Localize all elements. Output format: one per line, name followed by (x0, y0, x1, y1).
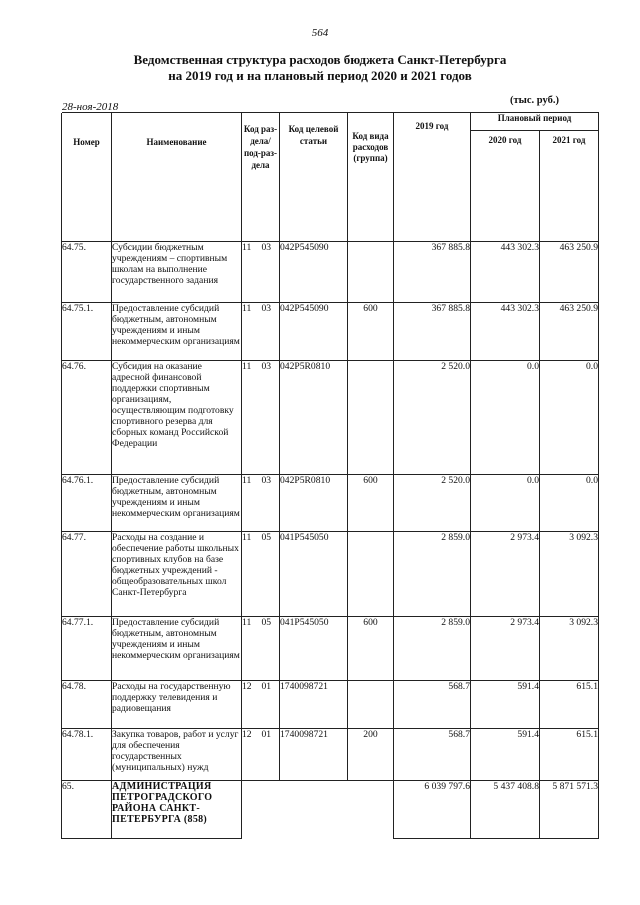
row-target: 042P5R0810 (280, 361, 348, 475)
header-expense-type: Код вида расходов (группа) (348, 113, 394, 242)
row-2020: 0.0 (471, 361, 540, 475)
row-target: 041P545050 (280, 617, 348, 681)
row-section: 11 (242, 532, 254, 617)
row-expense-type (348, 781, 394, 839)
row-number: 64.77. (62, 532, 112, 617)
row-2020: 591.4 (471, 729, 540, 781)
row-expense-type (348, 242, 394, 303)
row-subsection: 03 (254, 361, 280, 475)
row-2020: 443 302.3 (471, 303, 540, 361)
row-target (280, 781, 348, 839)
row-expense-type: 600 (348, 475, 394, 532)
row-name: Субсидия на оказание адресной финансовой поддержки спортивным организациям, осуществляющим подготовку спортивного резерва для сборных команд Российской Федерации (112, 361, 242, 475)
row-2020: 443 302.3 (471, 242, 540, 303)
row-2021: 615.1 (540, 729, 599, 781)
table-row (62, 475, 599, 532)
row-subsection: 01 (254, 729, 280, 781)
row-2019: 2 520.0 (394, 475, 471, 532)
row-expense-type: 600 (348, 617, 394, 681)
row-2021: 463 250.9 (540, 303, 599, 361)
row-number: 64.78. (62, 681, 112, 729)
row-2020: 591.4 (471, 681, 540, 729)
row-2019: 2 859.0 (394, 617, 471, 681)
table-row (62, 242, 599, 303)
row-2019: 568.7 (394, 681, 471, 729)
row-name: АДМИНИСТРАЦИЯ ПЕТРОГРАДСКОГО РАЙОНА САНКТ-ПЕТЕРБУРГА (858) (112, 781, 242, 839)
header-2020: 2020 год (471, 130, 540, 241)
row-target: 042P545090 (280, 303, 348, 361)
row-expense-type: 200 (348, 729, 394, 781)
row-name: Предоставление субсидий бюджетным, автономным учреждениям и иным некоммерческим организациям (112, 475, 242, 532)
document-title (60, 52, 580, 84)
row-number: 64.77.1. (62, 617, 112, 681)
row-2021: 463 250.9 (540, 242, 599, 303)
row-2020: 0.0 (471, 475, 540, 532)
row-subsection: 05 (254, 617, 280, 681)
row-2019: 6 039 797.6 (394, 781, 471, 839)
row-2019: 367 885.8 (394, 242, 471, 303)
header-target-code: Код целевой статьи (280, 113, 348, 242)
row-2019: 367 885.8 (394, 303, 471, 361)
row-number: 64.75.1. (62, 303, 112, 361)
budget-table (61, 112, 599, 839)
row-2019: 2 859.0 (394, 532, 471, 617)
row-2021: 5 871 571.3 (540, 781, 599, 839)
row-2021: 615.1 (540, 681, 599, 729)
row-name: Субсидии бюджетным учреждениям – спортивным школам на выполнение государственного задания (112, 242, 242, 303)
table-row (62, 681, 599, 729)
row-section (242, 781, 254, 839)
header-planned-period: Плановый период (471, 113, 599, 130)
row-section: 11 (242, 242, 254, 303)
row-subsection: 03 (254, 242, 280, 303)
units-label: (тыс. руб.) (510, 95, 559, 106)
row-target: 1740098721 (280, 729, 348, 781)
row-2021: 3 092.3 (540, 532, 599, 617)
row-section: 12 (242, 729, 254, 781)
table-row (62, 361, 599, 475)
row-name: Расходы на создание и обеспечение работы школьных спортивных клубов на базе бюджетных учреждений - общеобразовательных школ Санкт-Петербурга (112, 532, 242, 617)
row-section: 11 (242, 361, 254, 475)
row-2019: 568.7 (394, 729, 471, 781)
row-target: 042P545090 (280, 242, 348, 303)
row-target: 042P5R0810 (280, 475, 348, 532)
table-row (62, 729, 599, 781)
header-number: Номер (62, 113, 112, 242)
header-2019: 2019 год (394, 113, 471, 242)
row-2021: 3 092.3 (540, 617, 599, 681)
row-target: 1740098721 (280, 681, 348, 729)
row-name: Предоставление субсидий бюджетным, автономным учреждениям и иным некоммерческим организациям (112, 617, 242, 681)
row-2019: 2 520.0 (394, 361, 471, 475)
row-section: 11 (242, 617, 254, 681)
table-row (62, 303, 599, 361)
row-expense-type (348, 681, 394, 729)
row-2020: 2 973.4 (471, 617, 540, 681)
row-2021: 0.0 (540, 475, 599, 532)
row-subsection (254, 781, 280, 839)
header-2021: 2021 год (540, 130, 599, 241)
title-line-1: Ведомственная структура расходов бюджета Санкт-Петербурга (133, 52, 507, 67)
row-name: Расходы на государственную поддержку телевидения и радиовещания (112, 681, 242, 729)
table-row (62, 532, 599, 617)
row-number: 64.75. (62, 242, 112, 303)
title-line-2: на 2019 год и на плановый период 2020 и 2021 годов (168, 68, 472, 83)
header-name: Наименование (112, 113, 242, 242)
table-row (62, 617, 599, 681)
header-section-code: Код раз-дела/ под-раз-дела (242, 113, 280, 242)
row-section: 11 (242, 303, 254, 361)
row-2020: 5 437 408.8 (471, 781, 540, 839)
row-expense-type (348, 361, 394, 475)
row-subsection: 03 (254, 303, 280, 361)
row-2021: 0.0 (540, 361, 599, 475)
page-number: 564 (311, 27, 329, 39)
row-number: 64.76.1. (62, 475, 112, 532)
document-date: 28-ноя-2018 (62, 101, 119, 113)
row-name: Предоставление субсидий бюджетным, автономным учреждениям и иным некоммерческим организациям (112, 303, 242, 361)
row-subsection: 03 (254, 475, 280, 532)
row-section: 11 (242, 475, 254, 532)
row-number: 64.78.1. (62, 729, 112, 781)
table-row (62, 781, 599, 839)
row-section: 12 (242, 681, 254, 729)
row-number: 64.76. (62, 361, 112, 475)
row-target: 041P545050 (280, 532, 348, 617)
row-number: 65. (62, 781, 112, 839)
row-2020: 2 973.4 (471, 532, 540, 617)
row-expense-type: 600 (348, 303, 394, 361)
row-expense-type (348, 532, 394, 617)
row-name: Закупка товаров, работ и услуг для обеспечения государственных (муниципальных) нужд (112, 729, 242, 781)
row-subsection: 01 (254, 681, 280, 729)
row-subsection: 05 (254, 532, 280, 617)
